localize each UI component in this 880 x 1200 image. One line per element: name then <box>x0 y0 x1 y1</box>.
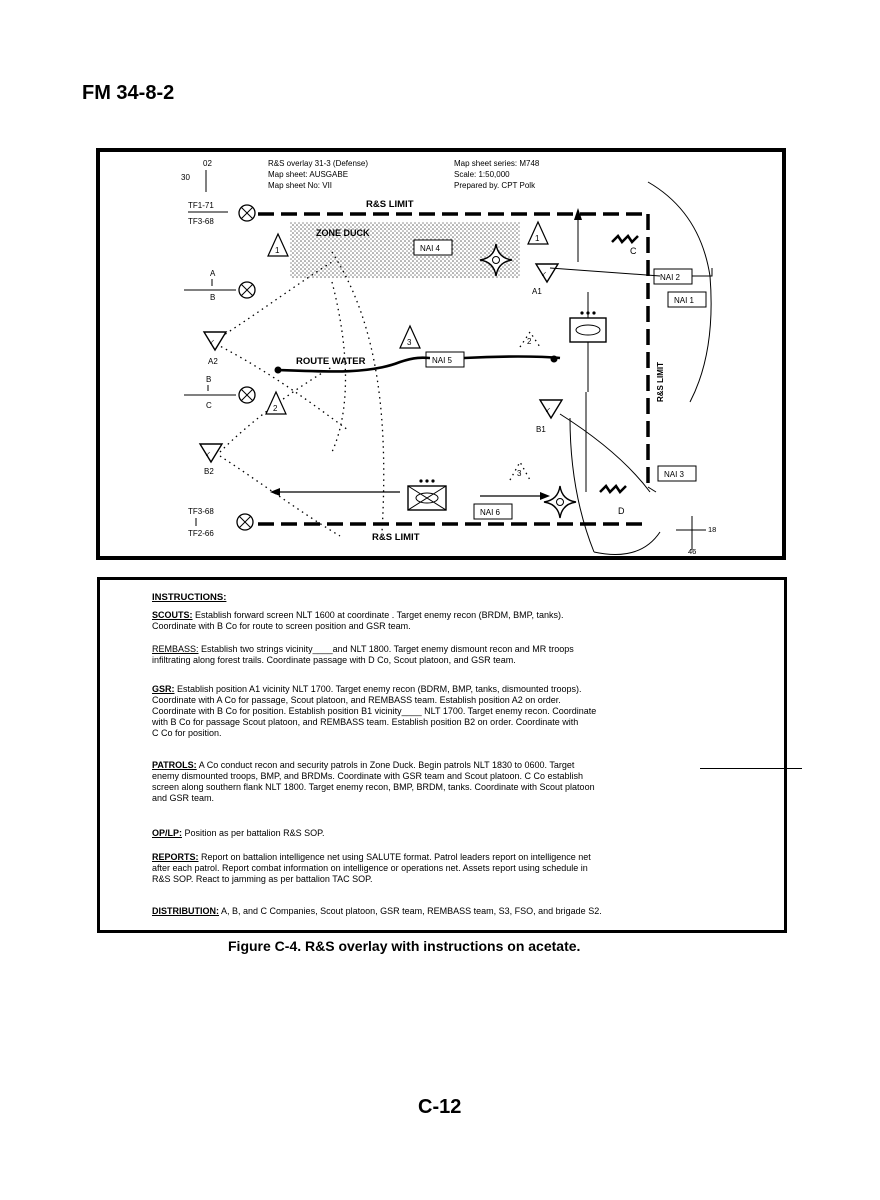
scouts-section: SCOUTS: Establish forward screen NLT 1600 at coordinate . Target enemy recon (BRDM, BMP, tanks). Coordinate with B Co for route to screen position and GSR team. <box>152 610 564 631</box>
rs-overlay-map <box>96 148 786 560</box>
instructions-title: INSTRUCTIONS: <box>152 592 227 603</box>
position-b1 <box>536 400 562 434</box>
a-label: A <box>210 269 216 278</box>
b2-label: B <box>206 375 212 384</box>
info-left-3: Map sheet No: VII <box>268 181 333 190</box>
info-right-3: Prepared by. CPT Polk <box>454 181 536 190</box>
svg-text:NAI 2: NAI 2 <box>660 273 681 282</box>
svg-text:↙: ↙ <box>205 451 211 458</box>
triangle-1-right <box>528 222 548 244</box>
svg-text:C: C <box>630 246 637 256</box>
info-right-1: Map sheet series: M748 <box>454 159 540 168</box>
zone-duck-label: ZONE DUCK <box>316 228 370 238</box>
svg-text:3: 3 <box>517 469 522 478</box>
svg-text:NAI 5: NAI 5 <box>432 356 453 365</box>
c-label: C <box>206 401 212 410</box>
tf2-66-label: TF2-66 <box>188 529 214 538</box>
nai-5 <box>426 352 464 367</box>
patrols-label: PATROLS: <box>152 760 197 770</box>
grid-br-46: 46 <box>688 547 697 556</box>
svg-text:NAI 6: NAI 6 <box>480 508 501 517</box>
svg-text:2: 2 <box>527 337 532 346</box>
triangle-3-top <box>400 326 420 348</box>
instructions-box <box>97 577 787 933</box>
tf3-68-top-label: TF3-68 <box>188 217 214 226</box>
position-a2 <box>204 332 226 366</box>
tf1-71-label: TF1-71 <box>188 201 214 210</box>
company-c-symbol <box>612 236 638 256</box>
svg-text:B1: B1 <box>536 425 546 434</box>
tf3-68-bottom-label: TF3-68 <box>188 507 214 516</box>
manual-number: FM 34-8-2 <box>82 82 175 104</box>
triangle-3-bottom <box>517 469 522 478</box>
rembass-section: REMBASS: Establish two strings vicinity____and NLT 1800. Target enemy dismount recon and MR troops infiltrating along forest trails. Coordinate passage with D Co, Scout platoon, and GSR team. <box>152 644 574 665</box>
svg-text:D: D <box>618 506 625 516</box>
oplp-label: OP/LP: <box>152 828 183 838</box>
distribution-label: DISTRIBUTION: <box>152 906 219 916</box>
info-left-2: Map sheet: AUSGABE <box>268 170 349 179</box>
reports-section: REPORTS: Report on battalion intelligence net using SALUTE format. Patrol leaders report on intelligence net after each patrol. Report combat information on intelligence or operations net. Assets report using schedule in R&S SOP. React to jamming as per battalion TAC SOP. <box>152 852 591 884</box>
svg-text:A2: A2 <box>208 357 218 366</box>
nai-4 <box>414 240 452 255</box>
info-right-2: Scale: 1:50,000 <box>454 170 510 179</box>
svg-text:↙: ↙ <box>209 339 215 346</box>
triangle-2-right <box>527 337 532 346</box>
triangle-2-left <box>266 392 286 414</box>
svg-text:1: 1 <box>275 246 280 255</box>
recon-diamond-bottom <box>544 486 576 518</box>
nai-2 <box>654 269 692 284</box>
nai-3 <box>658 466 696 481</box>
svg-text:A1: A1 <box>532 287 542 296</box>
oplp-section: OP/LP: Position as per battalion R&S SOP. <box>152 828 325 838</box>
patrols-extension-line <box>700 768 802 769</box>
boundary-marker-1 <box>239 205 255 221</box>
figure-caption: Figure C-4. R&S overlay with instructions on acetate. <box>228 938 581 954</box>
boundary-marker-3 <box>239 387 255 403</box>
route-water-label: ROUTE WATER <box>296 356 366 367</box>
boundary-marker-2 <box>239 282 255 298</box>
info-left-1: R&S overlay 31-3 (Defense) <box>268 159 369 168</box>
grid-top: 02 <box>203 159 212 168</box>
boundary-marker-4 <box>237 514 253 530</box>
position-a1 <box>532 264 558 296</box>
svg-text:NAI 1: NAI 1 <box>674 296 695 305</box>
svg-text:3: 3 <box>407 338 412 347</box>
distribution-section: DISTRIBUTION: A, B, and C Companies, Scout platoon, GSR team, REMBASS team, S3, FSO, and brigade S2. <box>152 906 602 916</box>
company-d-symbol <box>600 486 626 516</box>
rs-limit-bottom-label: R&S LIMIT <box>372 532 420 543</box>
gsr-section: GSR: Establish position A1 vicinity NLT 1700. Target enemy recon (BDRM, BMP, tanks, dismounted troops). Coordinate with A Co for passage, Scout platoon, and REMBASS team. Establish position A2 on order. Coordinate with B Co for position. Establish position B1 vicinity____ NLT 1700. Target enemy recon. Coordinate with B Co for passage Scout platoon, and REMBASS team. Establish position B2 on order. Coordinate with C Co for position. <box>152 684 597 738</box>
grid-br-18: 18 <box>708 525 717 534</box>
position-b2 <box>200 444 222 476</box>
svg-text:1: 1 <box>535 234 540 243</box>
svg-text:NAI 3: NAI 3 <box>664 470 685 479</box>
page-number: C-12 <box>418 1096 462 1118</box>
svg-text:↙: ↙ <box>541 271 547 278</box>
rembass-label: REMBASS: <box>152 644 199 654</box>
overlay-diagram <box>100 152 782 556</box>
gsr-label: GSR: <box>152 684 175 694</box>
patrols-section: PATROLS: A Co conduct recon and security patrols in Zone Duck. Begin patrols NLT 1830 to 0600. Target enemy dismounted troops, BMP, and BRDMs. Coordinate with GSR team and Scout platoon. C Co establish screen along southern flank NLT 1800. Target enemy recon, BMP, BRDM, tanks. Coordinate with Scout platoon and GSR team. <box>152 760 595 803</box>
svg-text:NAI 4: NAI 4 <box>420 244 441 253</box>
nai-1 <box>668 292 706 307</box>
nai-6 <box>474 504 512 519</box>
svg-text:2: 2 <box>273 404 278 413</box>
rs-limit-right-label: R&S LIMIT <box>656 362 665 402</box>
reports-label: REPORTS: <box>152 852 199 862</box>
svg-text:B2: B2 <box>204 467 214 476</box>
scouts-label: SCOUTS: <box>152 610 193 620</box>
unit-box-right <box>570 208 606 392</box>
b-label: B <box>210 293 216 302</box>
grid-left: 30 <box>181 173 190 182</box>
rs-limit-top-label: R&S LIMIT <box>366 199 414 210</box>
triangle-1-left <box>268 234 288 256</box>
svg-text:↙: ↙ <box>545 407 551 414</box>
